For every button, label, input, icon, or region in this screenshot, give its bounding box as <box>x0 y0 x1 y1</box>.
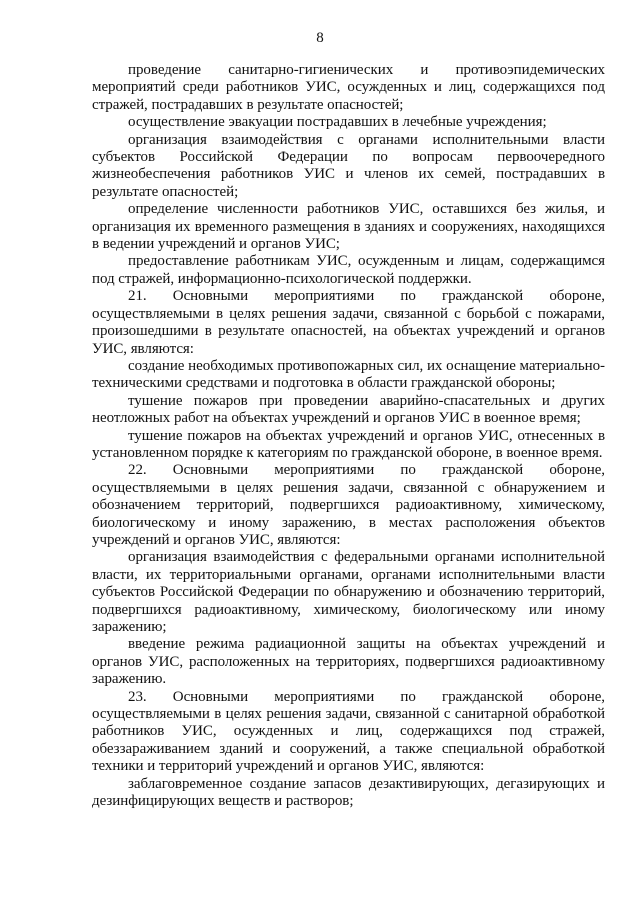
paragraph-item-22: 22. Основными мероприятиями по гражданской обороне, осуществляемыми в целях решения задачи, связанной с обнаружением и обозначением территорий, подвергшихся радиоактивному, химическому, биологическому и иному заражению, в местах расположения объектов учреждений и органов УИС, являются: <box>92 462 605 548</box>
paragraph-cooperation-regional: организация взаимодействия с органами исполнительными власти субъектов Российской Федерации по вопросам первоочередного жизнеобеспечения работников УИС и членов их семей, пострадавших в результате опасностей; <box>92 131 605 200</box>
paragraph-item-23: 23. Основными мероприятиями по гражданской обороне, осуществляемыми в целях решения задачи, связанной с санитарной обработкой работников УИС, осужденных и лиц, содержащихся под стражей, обеззараживанием зданий и сооружений, а также специальной обработкой техники и территорий учреждений и органов УИС, являются: <box>92 688 605 775</box>
paragraph-firefighting-categorized: тушение пожаров на объектах учреждений и органов УИС, отнесенных в установленном порядке к категориям по гражданской обороне, в военное время. <box>92 427 605 461</box>
paragraph-firefighting-wartime: тушение пожаров при проведении аварийно-спасательных и других неотложных работ на объектах учреждений и органов УИС в военное время; <box>92 392 605 427</box>
page-number: 8 <box>316 30 324 46</box>
paragraph-evacuation: осуществление эвакуации пострадавших в лечебные учреждения; <box>128 114 547 131</box>
paragraph-homeless-count: определение численности работников УИС, оставшихся без жилья, и организация их временного размещения в зданиях и сооружениях, находящихся в ведении учреждений и органов УИС; <box>92 201 605 253</box>
paragraph-psychological-support: предоставление работникам УИС, осужденным и лицам, содержащимся под стражей, информационно-психологической поддержки. <box>92 253 605 287</box>
paragraph-radiation-protection: введение режима радиационной защиты на объектах учреждений и органов УИС, расположенных на территориях, подвергшихся радиоактивному заражению. <box>92 636 605 688</box>
paragraph-cooperation-federal: организация взаимодействия с федеральными органами исполнительной власти, их территориальными органами, органами исполнительными власти субъектов Российской Федерации по обнаружению и обозначению территорий, подвергшихся радиоактивному, химическому, биологическому или иному заражению; <box>92 549 605 635</box>
document-body <box>92 62 605 810</box>
paragraph-sanitary-measures: проведение санитарно-гигиенических и противоэпидемических мероприятий среди работников УИС, осужденных и лиц, содержащихся под стражей, пострадавших в результате опасностей; <box>92 62 605 113</box>
paragraph-item-21: 21. Основными мероприятиями по гражданской обороне, осуществляемыми в целях решения задачи, связанной с борьбой с пожарами, произошедшими в результате опасностей, на объектах учреждений и органов УИС, являются: <box>92 288 605 357</box>
paragraph-firefighting-forces: создание необходимых противопожарных сил, их оснащение материально-техническими средствами и подготовка в области гражданской обороны; <box>92 357 605 392</box>
paragraph-decontamination-stocks: заблаговременное создание запасов дезактивирующих, дегазирующих и дезинфицирующих веществ и растворов; <box>92 775 605 810</box>
